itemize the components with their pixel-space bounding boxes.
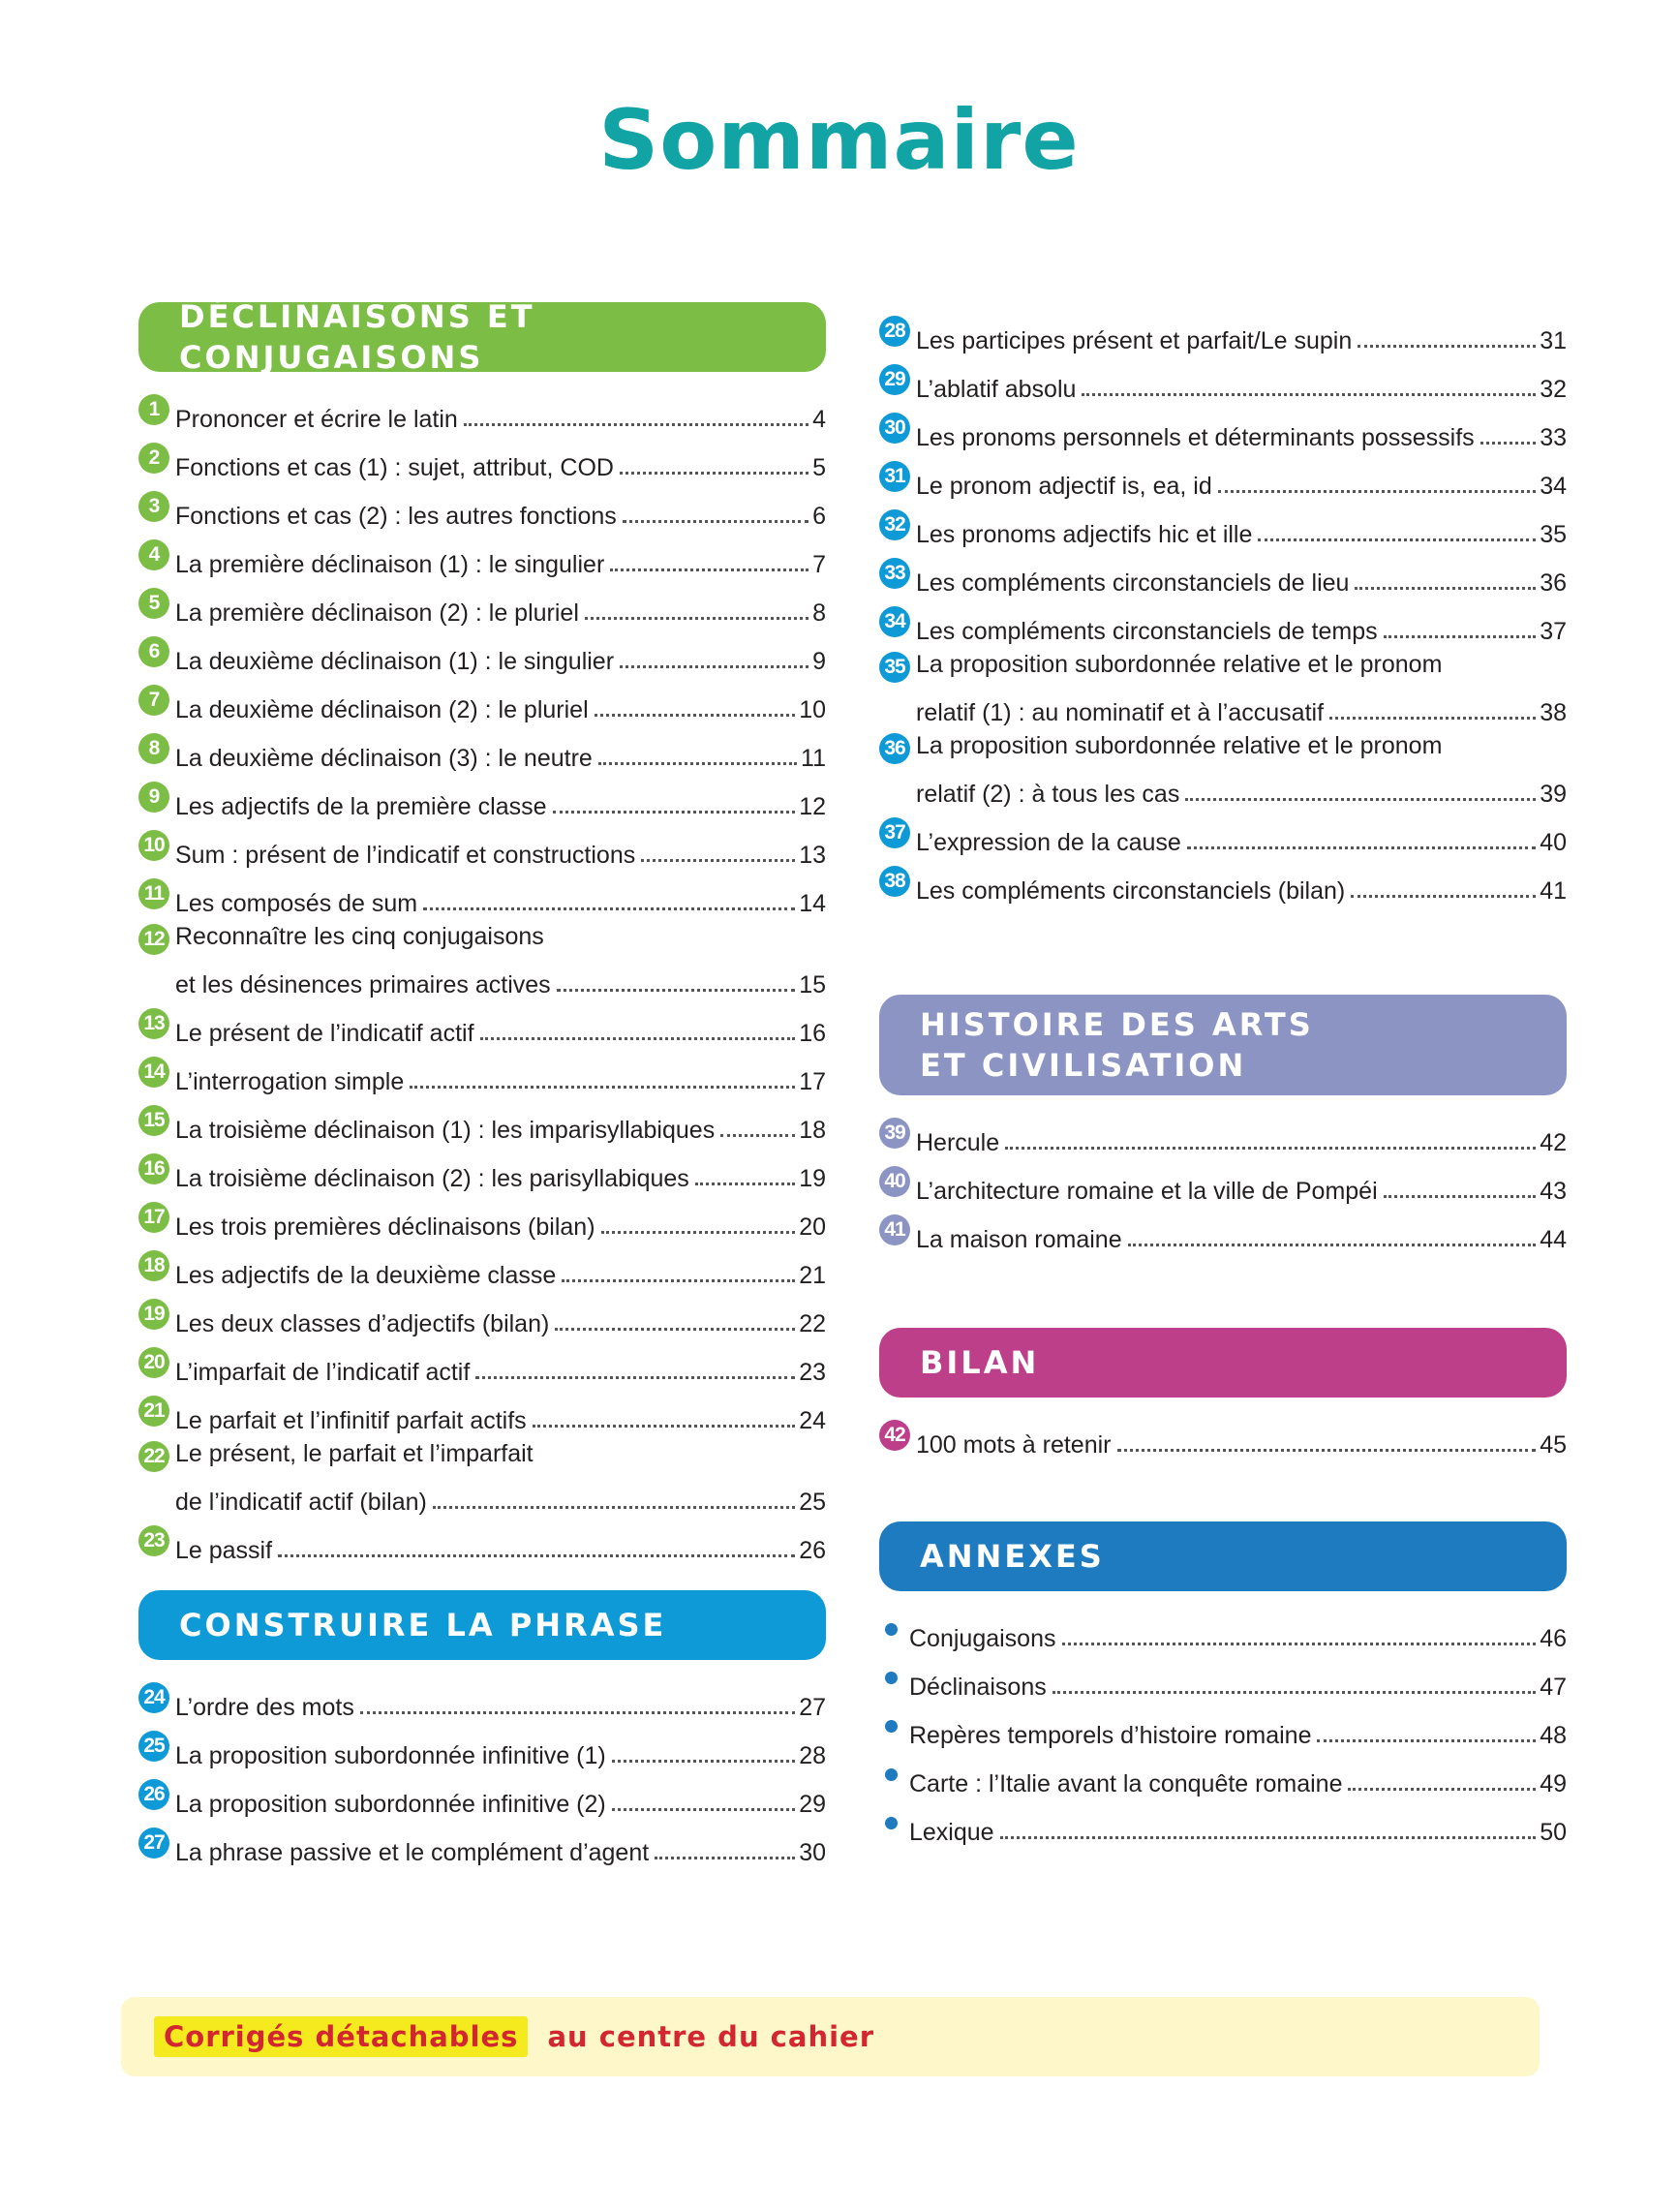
bullet-icon	[885, 1672, 898, 1684]
entry-title: L’architecture romaine et la ville de Pompéi	[916, 1178, 1378, 1205]
toc-entry	[138, 531, 826, 579]
page-number: 13	[799, 842, 826, 869]
toc-entry	[138, 434, 826, 482]
toc-entry	[138, 1517, 826, 1565]
entry-title-line1: Le présent, le parfait et l’imparfait	[175, 1440, 534, 1467]
page-number: 38	[1540, 699, 1567, 726]
chapter-number-badge: 14	[138, 1057, 169, 1088]
dot-leader	[720, 1134, 795, 1137]
phrase-list-right	[879, 307, 1567, 906]
dot-leader	[1082, 393, 1536, 396]
page-number: 30	[799, 1839, 826, 1866]
dot-leader	[1384, 635, 1537, 638]
chapter-number-badge: 31	[879, 461, 910, 492]
entry-title: Les pronoms personnels et déterminants possessifs	[916, 424, 1475, 451]
chapter-number-badge: 21	[138, 1396, 169, 1427]
toc-entry	[138, 482, 826, 531]
entry-title: Les participes présent et parfait/Le supin	[916, 327, 1353, 354]
chapter-number-badge: 8	[138, 733, 169, 764]
dot-leader	[1128, 1244, 1537, 1246]
chapter-number-badge: 15	[138, 1105, 169, 1136]
entry-title: Les compléments circonstanciels (bilan)	[916, 877, 1346, 905]
page-number: 26	[799, 1537, 826, 1564]
dot-leader	[1185, 798, 1536, 801]
entry-title: L’interrogation simple	[175, 1068, 405, 1095]
entry-title: L’imparfait de l’indicatif actif	[175, 1359, 471, 1386]
page-number: 20	[799, 1214, 826, 1241]
page-number: 43	[1540, 1178, 1567, 1205]
page-number: 40	[1540, 829, 1567, 856]
toc-entry	[138, 1819, 826, 1867]
page-number: 42	[1540, 1129, 1567, 1156]
dot-leader	[480, 1037, 796, 1040]
entry-title: Les pronoms adjectifs hic et ille	[916, 521, 1253, 548]
page-number: 9	[812, 648, 826, 675]
toc-entry	[138, 918, 826, 999]
entry-title: Les trois premières déclinaisons (bilan)	[175, 1214, 595, 1241]
toc-entry	[879, 404, 1567, 452]
toc-entry	[138, 1290, 826, 1338]
toc-entry	[879, 598, 1567, 646]
entry-title: Le parfait et l’infinitif parfait actifs	[175, 1407, 527, 1434]
chapter-number-badge: 41	[879, 1214, 910, 1245]
toc-entry	[138, 1387, 826, 1435]
chapter-number-badge: 5	[138, 588, 169, 619]
toc-entry	[138, 1242, 826, 1290]
section-header-declinaisons: DÉCLINAISONS ET CONJUGAISONS	[138, 302, 826, 372]
dot-leader	[620, 472, 808, 475]
entry-title: et les désinences primaires actives	[175, 971, 551, 998]
toc-entry	[138, 385, 826, 434]
dot-leader	[1062, 1643, 1537, 1645]
page-number: 12	[799, 793, 826, 820]
page-number: 32	[1540, 376, 1567, 403]
entry-title: L’ordre des mots	[175, 1694, 354, 1721]
annexes-list	[879, 1605, 1567, 1847]
phrase-list-left	[138, 1674, 826, 1867]
section-header-bilan: BILAN	[879, 1328, 1567, 1398]
chapter-number-badge: 11	[138, 878, 169, 909]
page-number: 25	[799, 1489, 826, 1516]
dot-leader	[641, 859, 795, 862]
page-number: 46	[1540, 1625, 1567, 1652]
page-number: 41	[1540, 877, 1567, 905]
page-number: 27	[799, 1694, 826, 1721]
page-number: 18	[799, 1117, 826, 1144]
entry-title: Les adjectifs de la première classe	[175, 793, 547, 820]
entry-title: 100 mots à retenir	[916, 1431, 1112, 1459]
entry-title: Les adjectifs de la deuxième classe	[175, 1262, 557, 1289]
entry-title: La proposition subordonnée infinitive (2)	[175, 1791, 606, 1818]
entry-title: Le pronom adjectif is, ea, id	[916, 473, 1212, 500]
toc-entry	[879, 727, 1567, 809]
chapter-number-badge: 1	[138, 394, 169, 425]
dot-leader	[1317, 1739, 1536, 1742]
entry-title: Sum : présent de l’indicatif et constructions	[175, 842, 636, 869]
chapter-number-badge: 17	[138, 1202, 169, 1233]
right-column	[879, 307, 1567, 1847]
dot-leader	[620, 665, 808, 668]
dot-leader	[1351, 895, 1536, 898]
page-number: 5	[812, 454, 826, 481]
page-number: 28	[799, 1742, 826, 1769]
dot-leader	[612, 1760, 795, 1763]
bullet-icon	[885, 1817, 898, 1829]
page-number: 16	[799, 1020, 826, 1047]
toc-entry	[879, 549, 1567, 598]
chapter-number-badge: 7	[138, 685, 169, 716]
page-number: 6	[812, 503, 826, 530]
chapter-number-badge: 2	[138, 443, 169, 474]
entry-title: Les compléments circonstanciels de lieu	[916, 569, 1350, 597]
dot-leader	[1218, 490, 1536, 493]
page-number: 7	[812, 551, 826, 578]
toc-entry	[879, 1206, 1567, 1254]
chapter-number-badge: 26	[138, 1779, 169, 1810]
toc-entry	[138, 1338, 826, 1387]
page-number: 49	[1540, 1770, 1567, 1797]
toc-entry	[138, 1193, 826, 1242]
chapter-number-badge: 18	[138, 1250, 169, 1281]
toc-entry	[138, 676, 826, 724]
chapter-number-badge: 22	[138, 1441, 169, 1472]
dot-leader	[1187, 846, 1536, 849]
dot-leader	[1117, 1449, 1537, 1452]
chapter-number-badge: 13	[138, 1008, 169, 1039]
toc-entry	[879, 1109, 1567, 1157]
page-number: 8	[812, 599, 826, 627]
dot-leader	[1480, 442, 1537, 445]
chapter-number-badge: 39	[879, 1118, 910, 1149]
footer-text: au centre du cahier	[547, 2020, 874, 2053]
page-number: 14	[799, 890, 826, 917]
entry-title: La première déclinaison (2) : le pluriel	[175, 599, 579, 627]
dot-leader	[1384, 1195, 1537, 1198]
toc-entry	[138, 999, 826, 1048]
bilan-list	[879, 1411, 1567, 1459]
entry-title-line1: La proposition subordonnée relative et le pronom	[916, 732, 1443, 759]
chapter-number-badge: 23	[138, 1525, 169, 1556]
toc-entry	[138, 1722, 826, 1770]
entry-title: La troisième déclinaison (1) : les imparisyllabiques	[175, 1117, 716, 1144]
dot-leader	[695, 1183, 795, 1185]
toc-entry	[879, 857, 1567, 906]
dot-leader	[464, 423, 808, 426]
footer-highlight: Corrigés détachables	[154, 2016, 528, 2057]
page-number: 39	[1540, 781, 1567, 808]
dot-leader	[1053, 1691, 1536, 1694]
histoire-list	[879, 1109, 1567, 1254]
toc-entry	[138, 870, 826, 918]
entry-title: Lexique	[909, 1819, 994, 1846]
page-number: 11	[801, 745, 826, 772]
section-header-histoire	[879, 995, 1567, 1095]
chapter-number-badge: 12	[138, 924, 169, 955]
entry-title-line1: La proposition subordonnée relative et le pronom	[916, 651, 1443, 678]
chapter-number-badge: 16	[138, 1153, 169, 1184]
page-number: 4	[812, 406, 826, 433]
chapter-number-badge: 28	[879, 316, 910, 347]
dot-leader	[595, 714, 796, 717]
toc-entry	[138, 1435, 826, 1517]
entry-title: La proposition subordonnée infinitive (1)	[175, 1742, 606, 1769]
page-number: 45	[1540, 1431, 1567, 1459]
toc-entry	[138, 1770, 826, 1819]
chapter-number-badge: 34	[879, 606, 910, 637]
bullet-icon	[885, 1623, 898, 1636]
chapter-number-badge: 40	[879, 1166, 910, 1197]
chapter-number-badge: 25	[138, 1731, 169, 1762]
entry-title: Déclinaisons	[909, 1674, 1047, 1701]
chapter-number-badge: 30	[879, 413, 910, 444]
entry-title: La troisième déclinaison (2) : les parisyllabiques	[175, 1165, 689, 1192]
entry-title: Carte : l’Italie avant la conquête romaine	[909, 1770, 1343, 1797]
dot-leader	[585, 617, 808, 620]
toc-entry	[879, 1798, 1567, 1847]
dot-leader	[360, 1711, 795, 1714]
chapter-number-badge: 20	[138, 1347, 169, 1378]
entry-title: La maison romaine	[916, 1226, 1122, 1253]
page-number: 23	[799, 1359, 826, 1386]
entry-title: Le passif	[175, 1537, 273, 1564]
toc-entry	[879, 1157, 1567, 1206]
toc-entry	[879, 1653, 1567, 1702]
bullet-icon	[885, 1720, 898, 1733]
chapter-number-badge: 24	[138, 1682, 169, 1713]
chapter-number-badge: 36	[879, 733, 910, 764]
toc-entry	[879, 1750, 1567, 1798]
entry-title-line1: Reconnaître les cinq conjugaisons	[175, 923, 544, 950]
chapter-number-badge: 27	[138, 1828, 169, 1859]
toc-entry	[138, 1674, 826, 1722]
chapter-number-badge: 19	[138, 1299, 169, 1330]
toc-entry	[138, 1048, 826, 1096]
dot-leader	[1005, 1147, 1536, 1150]
dot-leader	[601, 1231, 796, 1234]
dot-leader	[433, 1506, 795, 1509]
chapter-number-badge: 38	[879, 866, 910, 897]
toc-entry	[879, 1605, 1567, 1653]
entry-title: relatif (1) : au nominatif et à l’accusatif	[916, 699, 1325, 726]
chapter-number-badge: 35	[879, 652, 910, 683]
dot-leader	[533, 1425, 796, 1428]
dot-leader	[610, 568, 808, 571]
entry-title: La deuxième déclinaison (3) : le neutre	[175, 745, 593, 772]
dot-leader	[598, 762, 797, 765]
page-number: 24	[799, 1407, 826, 1434]
page-number: 33	[1540, 424, 1567, 451]
toc-entry	[138, 1145, 826, 1193]
page-number: 22	[799, 1310, 826, 1337]
page-number: 15	[799, 971, 826, 998]
dot-leader	[562, 1279, 795, 1282]
chapter-number-badge: 6	[138, 636, 169, 667]
toc-entry	[879, 307, 1567, 355]
chapter-number-badge: 4	[138, 539, 169, 570]
dot-leader	[1000, 1836, 1537, 1839]
toc-entry	[138, 821, 826, 870]
page-number: 44	[1540, 1226, 1567, 1253]
footer-banner	[121, 1997, 1540, 2076]
entry-title: Repères temporels d’histoire romaine	[909, 1722, 1312, 1749]
dot-leader	[278, 1554, 795, 1557]
page-number: 50	[1540, 1819, 1567, 1846]
page-number: 19	[799, 1165, 826, 1192]
entry-title: La deuxième déclinaison (2) : le pluriel	[175, 696, 589, 723]
chapter-number-badge: 37	[879, 817, 910, 848]
entry-title: La première déclinaison (1) : le singulier	[175, 551, 605, 578]
toc-entry	[879, 646, 1567, 727]
chapter-number-badge: 29	[879, 364, 910, 395]
page-number: 31	[1540, 327, 1567, 354]
entry-title: Conjugaisons	[909, 1625, 1056, 1652]
dot-leader	[623, 520, 808, 523]
chapter-number-badge: 9	[138, 782, 169, 813]
chapter-number-badge: 10	[138, 830, 169, 861]
page-number: 17	[799, 1068, 826, 1095]
dot-leader	[1329, 717, 1536, 720]
entry-title: Fonctions et cas (2) : les autres fonctions	[175, 503, 617, 530]
bullet-icon	[885, 1768, 898, 1781]
entry-title: L’expression de la cause	[916, 829, 1181, 856]
page-number: 29	[799, 1791, 826, 1818]
dot-leader	[410, 1086, 795, 1089]
dot-leader	[1355, 587, 1536, 590]
histoire-header-line1: HISTOIRE DES ARTS	[920, 1006, 1314, 1043]
dot-leader	[1358, 345, 1536, 348]
dot-leader	[557, 989, 796, 992]
entry-title: L’ablatif absolu	[916, 376, 1077, 403]
dot-leader	[612, 1808, 795, 1811]
toc-entry	[879, 355, 1567, 404]
chapter-number-badge: 32	[879, 509, 910, 540]
dot-leader	[1258, 538, 1536, 541]
page-number: 48	[1540, 1722, 1567, 1749]
toc-entry	[138, 724, 826, 773]
page-number: 47	[1540, 1674, 1567, 1701]
toc-entry	[879, 501, 1567, 549]
declinaisons-list	[138, 385, 826, 1565]
page-number: 37	[1540, 618, 1567, 645]
toc-entry	[879, 1411, 1567, 1459]
toc-entry	[879, 452, 1567, 501]
entry-title: Prononcer et écrire le latin	[175, 406, 458, 433]
chapter-number-badge: 3	[138, 491, 169, 522]
page-number: 21	[799, 1262, 826, 1289]
entry-title: de l’indicatif actif (bilan)	[175, 1489, 427, 1516]
histoire-header-line2: ET CIVILISATION	[920, 1047, 1247, 1084]
entry-title: Les composés de sum	[175, 890, 418, 917]
toc-entry	[879, 1702, 1567, 1750]
page-number: 36	[1540, 569, 1567, 597]
toc-entry	[138, 1096, 826, 1145]
entry-title: Les compléments circonstanciels de temps	[916, 618, 1378, 645]
chapter-number-badge: 33	[879, 558, 910, 589]
entry-title: Le présent de l’indicatif actif	[175, 1020, 474, 1047]
dot-leader	[475, 1376, 795, 1379]
entry-title: relatif (2) : à tous les cas	[916, 781, 1180, 808]
toc-entry	[138, 628, 826, 676]
entry-title: La phrase passive et le complément d’agent	[175, 1839, 650, 1866]
left-column	[138, 298, 826, 1867]
dot-leader	[423, 907, 795, 910]
page-title: Sommaire	[598, 92, 1080, 189]
entry-title: Hercule	[916, 1129, 1000, 1156]
dot-leader	[555, 1328, 795, 1331]
toc-entry	[138, 579, 826, 628]
chapter-number-badge: 42	[879, 1420, 910, 1451]
section-header-phrase: CONSTRUIRE LA PHRASE	[138, 1590, 826, 1660]
section-header-annexes: ANNEXES	[879, 1521, 1567, 1591]
toc-entry	[138, 773, 826, 821]
page-number: 34	[1540, 473, 1567, 500]
entry-title: La deuxième déclinaison (1) : le singulier	[175, 648, 615, 675]
dot-leader	[1348, 1788, 1536, 1791]
page-number: 35	[1540, 521, 1567, 548]
toc-entry	[879, 809, 1567, 857]
entry-title: Fonctions et cas (1) : sujet, attribut, COD	[175, 454, 614, 481]
dot-leader	[655, 1857, 795, 1859]
page-number: 10	[799, 696, 826, 723]
entry-title: Les deux classes d’adjectifs (bilan)	[175, 1310, 550, 1337]
dot-leader	[553, 811, 796, 814]
